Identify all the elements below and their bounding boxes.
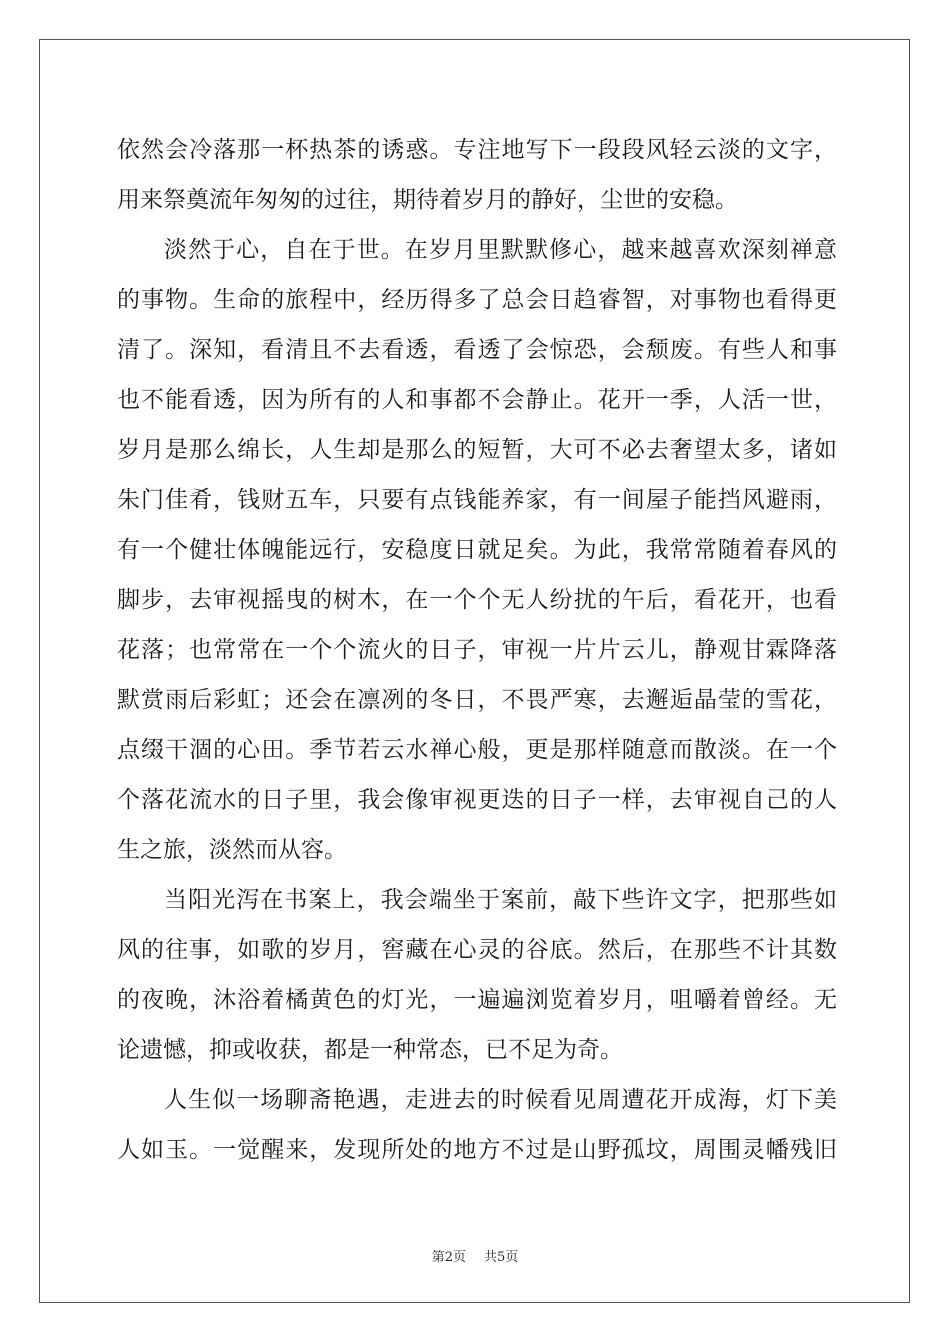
text-line: 风的往事，如歌的岁月，窖藏在心灵的谷底。然后，在那些不计其数 [117,937,837,963]
text-line: 有一个健壮体魄能远行，安稳度日就足矣。为此，我常常随着春风的 [117,537,837,563]
text-line: 的事物。生命的旅程中，经历得多了总会日趋睿智，对事物也看得更 [117,287,837,313]
text-line: 用来祭奠流年匆匆的过往，期待着岁月的静好，尘世的安稳。 [117,187,738,213]
text-line: 的夜晚，沐浴着橘黄色的灯光，一遍遍浏览着岁月，咀嚼着曾经。无 [117,987,837,1013]
text-line: 岁月是那么绵长，人生却是那么的短暂，大可不必去奢望太多，诸如 [117,437,837,463]
page-total: 共5页 [484,1250,519,1265]
text-line: 脚步，去审视摇曳的树木，在一个个无人纷扰的午后，看花开，也看 [117,587,837,613]
paragraph-first-line: 当阳光泻在书案上，我会端坐于案前，敲下些许文字，把那些如 [164,887,837,913]
text-line: 生之旅，淡然而从容。 [117,837,347,863]
text-line: 默赏雨后彩虹；还会在凛冽的冬日，不畏严寒，去邂逅晶莹的雪花， [117,687,837,713]
page-number: 第2页 [431,1250,466,1265]
body-text [117,125,837,1175]
text-line: 个落花流水的日子里，我会像审视更迭的日子一样，去审视自己的人 [117,787,837,813]
text-line: 论遗憾，抑或收获，都是一种常态，已不足为奇。 [117,1037,623,1063]
text-line: 也不能看透，因为所有的人和事都不会静止。花开一季，人活一世， [117,387,837,413]
text-line: 朱门佳肴，钱财五车，只要有点钱能养家，有一间屋子能挡风避雨， [117,487,837,513]
text-line: 依然会冷落那一杯热茶的诱惑。专注地写下一段段风轻云淡的文字， [117,137,837,163]
paragraph-first-line: 人生似一场聊斋艳遇，走进去的时候看见周遭花开成海，灯下美 [164,1087,837,1113]
paragraph-first-line: 淡然于心，自在于世。在岁月里默默修心，越来越喜欢深刻禅意 [164,237,837,263]
text-line: 点缀干涸的心田。季节若云水禅心般，更是那样随意而散淡。在一个 [117,737,837,763]
page-footer [0,1246,950,1265]
text-line: 花落；也常常在一个个流火的日子，审视一片片云儿，静观甘霖降落 [117,637,837,663]
text-line: 清了。深知，看清且不去看透，看透了会惊恐，会颓废。有些人和事 [117,337,837,363]
text-line: 人如玉。一觉醒来，发现所处的地方不过是山野孤坟，周围灵幡残旧 [117,1137,837,1163]
